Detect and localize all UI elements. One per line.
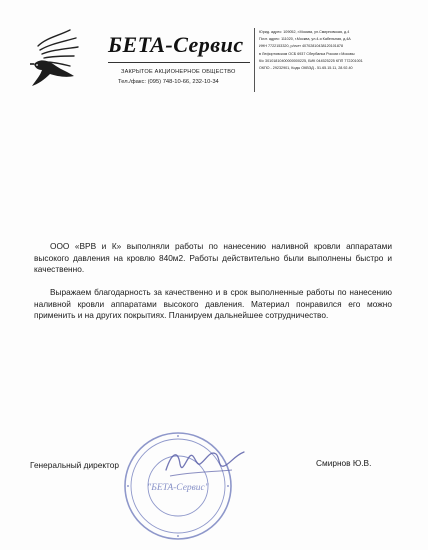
requisite-line: К/с 30101810400000000225, БИК 044525225 КПП 772201001	[259, 58, 363, 63]
requisite-line: ИНН 7722153320, р/счет 40702810438120101878	[259, 44, 344, 49]
company-phone: Тел./факс: (095) 748-10-66, 232-10-34	[118, 79, 219, 85]
requisite-line: Почт. адрес: 111020, г.Москва, ул.4-я Кабельная, д.4А	[259, 37, 351, 42]
handwritten-signature	[160, 442, 250, 482]
requisite-line: в Лефортовском ОСБ 6937 Сбербанка России г.Москвы	[259, 51, 355, 56]
dove-logo-icon	[26, 24, 86, 88]
letter-paragraph-1: ООО «ВРВ и К» выполняли работы по нанесению наливной кровли аппаратами высокого давления на кровлю 840м2. Работы действительно были выполнены быстро и качественно.	[34, 241, 392, 275]
header-divider	[254, 28, 255, 92]
stamp-center-text: "БЕТА-Сервис"	[147, 483, 209, 493]
requisite-line: Юрид. адрес: 109052, г.Москва, ул.Смирновская, д.4	[259, 30, 350, 34]
company-requisites	[259, 29, 419, 72]
header-rule	[108, 62, 250, 63]
company-type: ЗАКРЫТОЕ АКЦИОНЕРНОЕ ОБЩЕСТВО	[121, 69, 236, 75]
signatory-title: Генеральный директор	[30, 460, 119, 470]
requisite-line: ОКПО - 29232901, Коды ОКВЭД - 51.65.15.11, 28.92.40	[259, 66, 353, 71]
letter-paragraph-2: Выражаем благодарность за качественно и в срок выполненные работы по нанесению наливной кровли аппаратами высокого давления. Материал понравился его можно применить и на других покрытиях. Планируем дальнейшее сотрудничество.	[34, 287, 392, 321]
letterhead	[18, 14, 416, 94]
company-name: БЕТА-Сервис	[108, 32, 244, 57]
signatory-name: Смирнов Ю.В.	[316, 458, 372, 468]
